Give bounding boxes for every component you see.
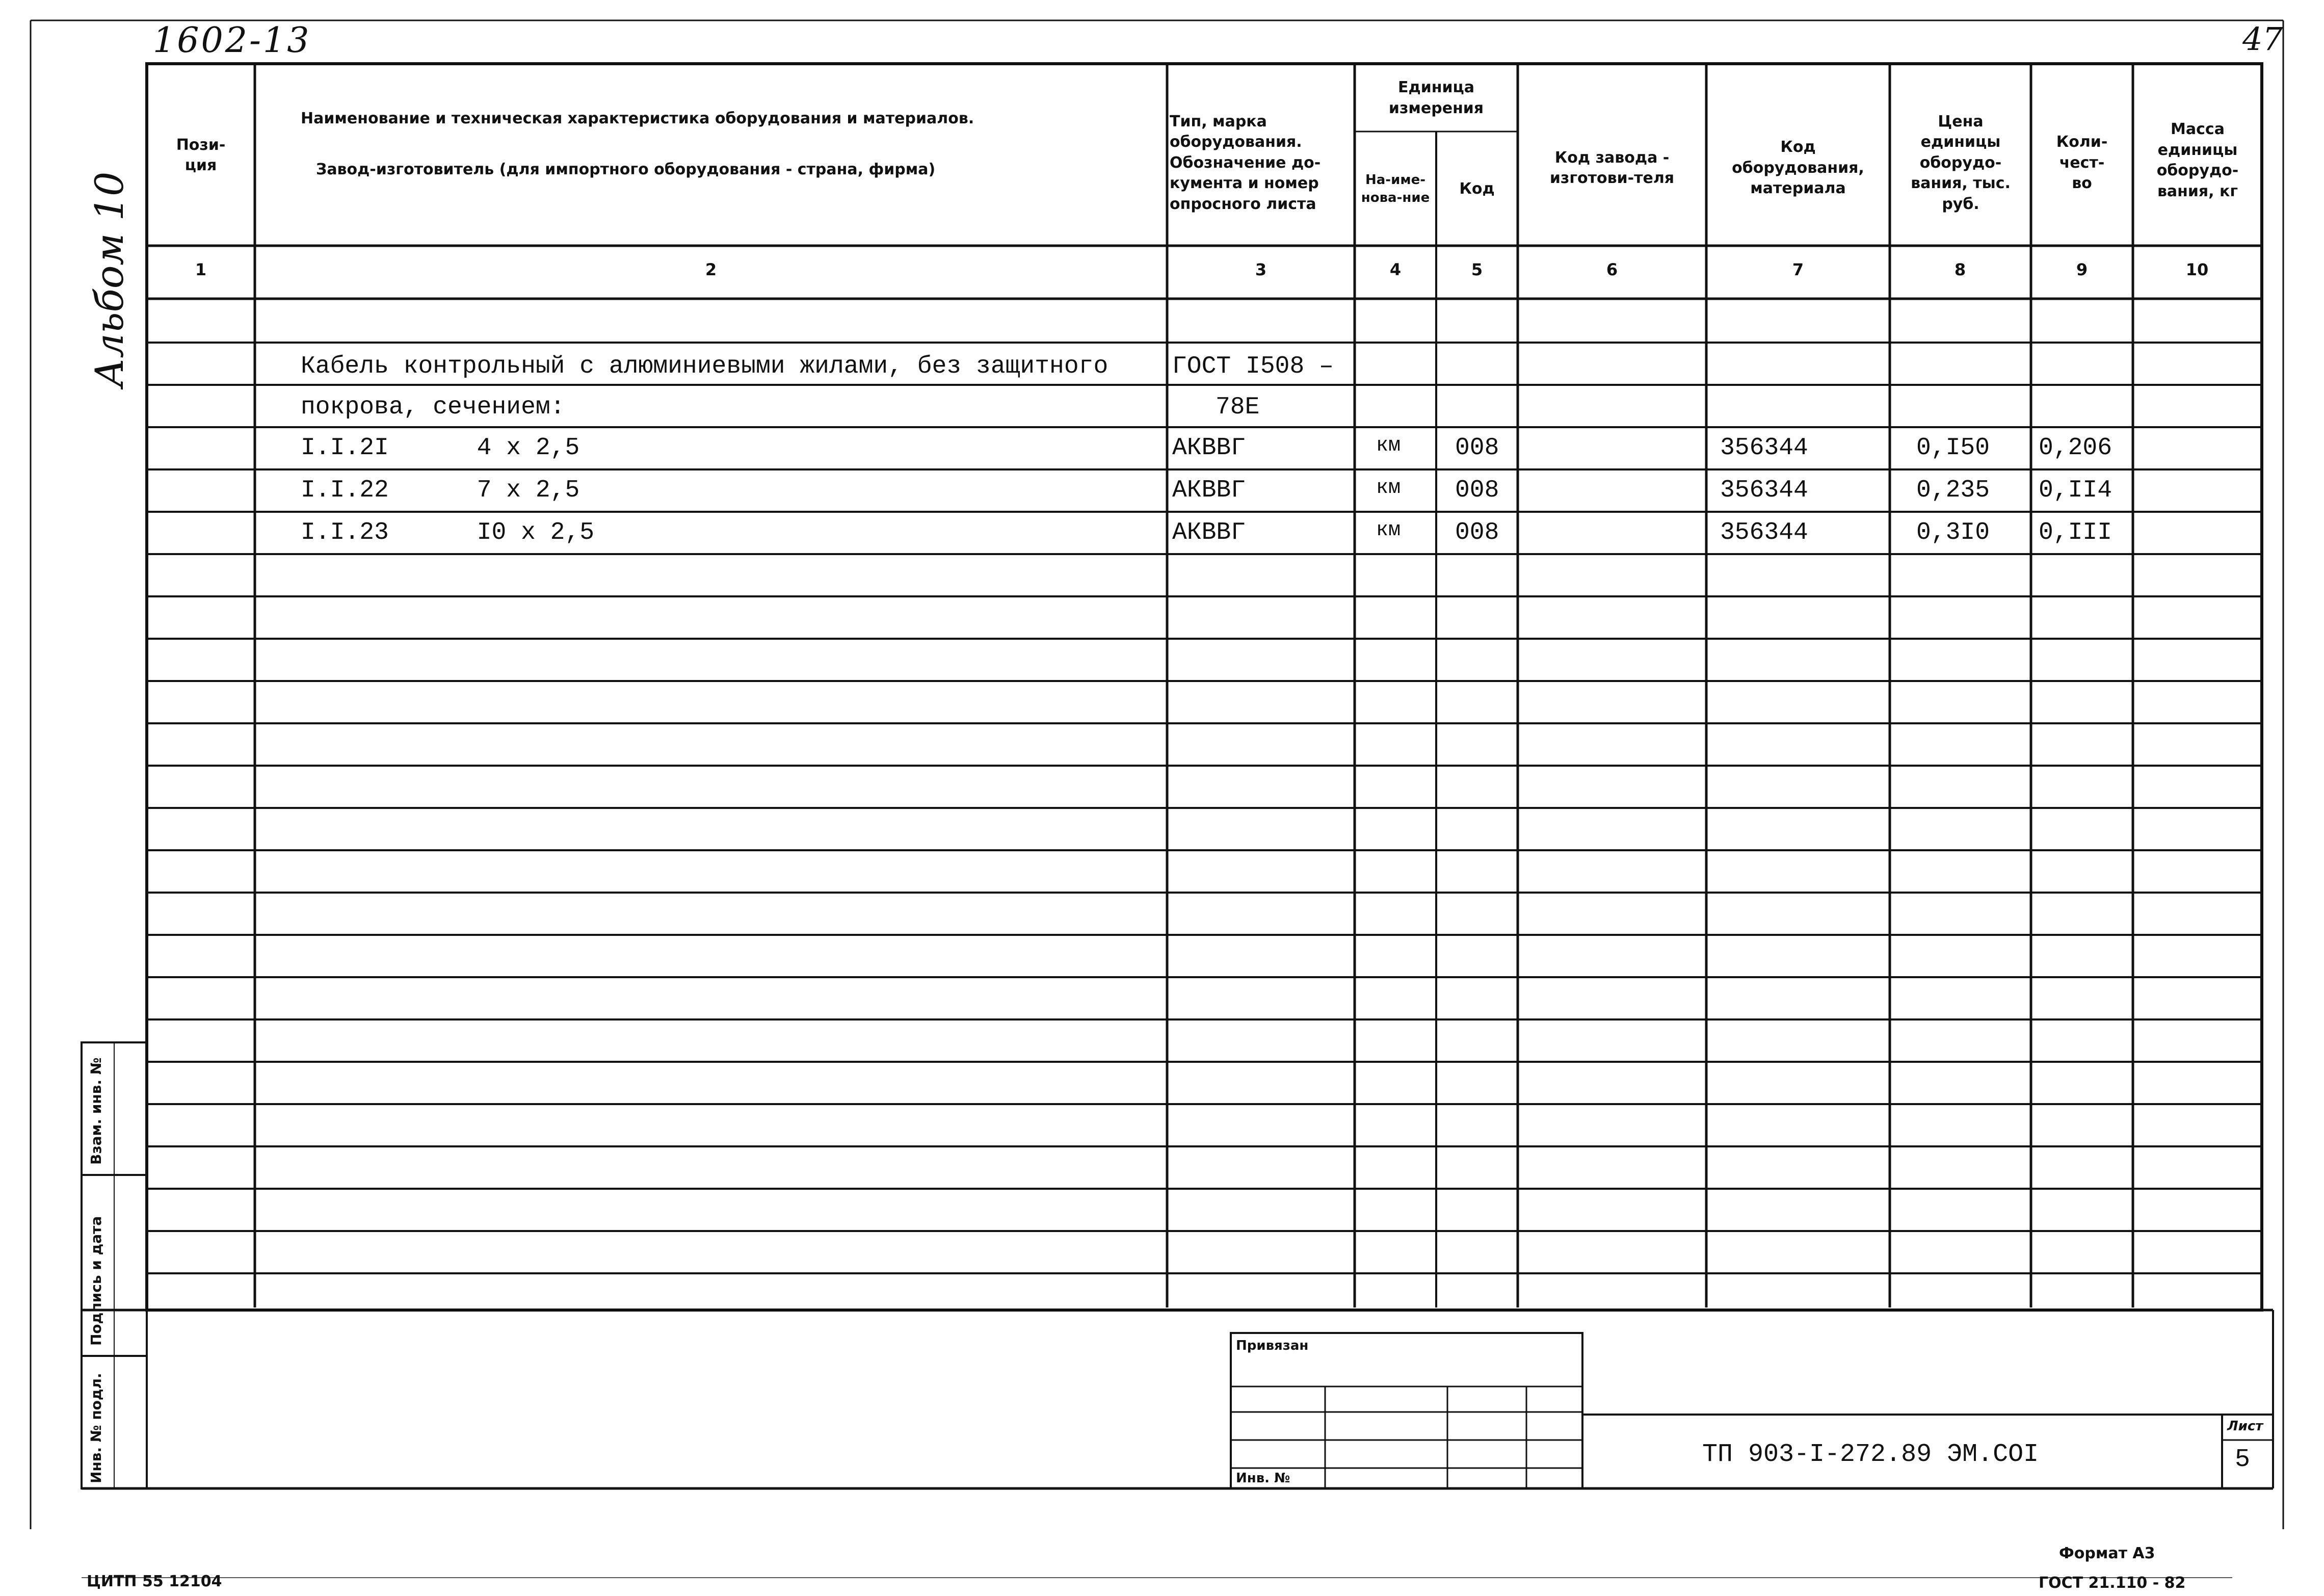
header-unit-name: На-име-нова-ние	[1361, 172, 1430, 205]
header-unit-code: Код	[1459, 179, 1495, 198]
row-type: АКВВГ	[1172, 519, 1246, 546]
row-type: АКВВГ	[1172, 434, 1246, 462]
sheet-ref: 1602-13	[153, 20, 311, 61]
column-number: 7	[1792, 260, 1804, 279]
row-unit-code: 008	[1455, 434, 1499, 462]
row-unit: км	[1376, 434, 1401, 457]
row-price: 0,235	[1916, 477, 1990, 504]
document-code: ТП 903-I-272.89 ЭМ.СОI	[1702, 1440, 2039, 1469]
row-material-code: 356344	[1720, 434, 1808, 462]
row-name: Кабель контрольный с алюминиевыми жилами, без защитного	[301, 353, 1108, 380]
page-corner-number: 47	[2242, 20, 2283, 58]
row-quantity: 0,206	[2039, 434, 2112, 462]
column-number: 2	[705, 260, 717, 279]
column-number: 10	[2185, 260, 2209, 279]
header-price: Цена единицы оборудо-вания, тыс. руб.	[1911, 112, 2011, 213]
header-unit-group: Единица измерения	[1388, 79, 1484, 117]
column-number: 4	[1389, 260, 1402, 279]
sheet-number: 5	[2235, 1445, 2251, 1474]
row-type: 78Е	[1216, 394, 1260, 421]
album-label: Альбом 10	[87, 171, 132, 387]
column-number: 8	[1954, 260, 1966, 279]
row-name: покрова, сечением:	[301, 394, 565, 421]
row-price: 0,I50	[1916, 434, 1990, 462]
row-material-code: 356344	[1720, 477, 1808, 504]
row-type: ГОСТ I508 –	[1172, 353, 1334, 380]
sheet-label: Лист	[2227, 1419, 2263, 1434]
row-name: I.I.22 7 х 2,5	[301, 477, 580, 504]
row-quantity: 0,III	[2039, 519, 2112, 546]
row-price: 0,3I0	[1916, 519, 1990, 546]
header-factory-code: Код завода - изготови-теля	[1549, 148, 1675, 187]
row-unit: км	[1376, 519, 1401, 542]
header-name-line2: Завод-изготовитель (для импортного оборудования - страна, фирма)	[316, 161, 936, 178]
footer-gost: ГОСТ 21.110 - 82	[2039, 1574, 2186, 1592]
row-material-code: 356344	[1720, 519, 1808, 546]
column-number: 1	[195, 260, 207, 279]
side-label-sign-date: Подпись и дата	[88, 1216, 104, 1346]
side-label-inv-orig: Инв. № подл.	[88, 1373, 104, 1483]
header-material-code: Код оборудования, материала	[1732, 138, 1864, 198]
column-number: 5	[1471, 260, 1483, 279]
column-number: 9	[2076, 260, 2088, 279]
column-number: 6	[1606, 260, 1618, 279]
row-unit-code: 008	[1455, 477, 1499, 504]
column-number: 3	[1255, 260, 1267, 279]
row-name: I.I.2I 4 х 2,5	[301, 434, 580, 462]
row-unit: км	[1376, 477, 1401, 500]
stamp-bound-label: Привязан	[1236, 1338, 1309, 1353]
row-quantity: 0,II4	[2039, 477, 2112, 504]
header-type: Тип, марка оборудования. Обозначение до-кумента и номер опросного листа	[1170, 112, 1321, 213]
header-position: Пози- ция	[176, 136, 226, 174]
footer-format: Формат А3	[2059, 1545, 2155, 1562]
header-name-line1: Наименование и техническая характеристика оборудования и материалов.	[301, 110, 974, 127]
row-type: АКВВГ	[1172, 477, 1246, 504]
footer-print-code: ЦИТП 55 12104	[87, 1573, 222, 1590]
stamp-inv-label: Инв. №	[1236, 1471, 1290, 1486]
row-name: I.I.23 I0 х 2,5	[301, 519, 595, 546]
header-quantity: Коли-чест-во	[2056, 133, 2108, 193]
header-mass: Масса единицы оборудо-вания, кг	[2156, 120, 2239, 200]
side-label-inv-replace: Взам. инв. №	[88, 1057, 104, 1165]
row-unit-code: 008	[1455, 519, 1499, 546]
